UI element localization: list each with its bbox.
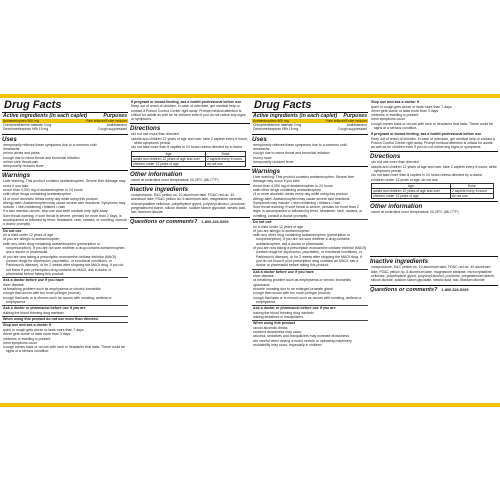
dose-cell: adults and children 12 years of age and over bbox=[132, 156, 206, 161]
ask-doctor-item: • liver disease bbox=[252, 274, 368, 278]
stop-use-item: • cough comes back or occurs with rash or headache that lasts. These could be signs of a serious condition. bbox=[370, 122, 498, 131]
keep-out-warning: Keep out of reach of children. In case of overdose, get medical help or contact a Poison Control Center right away. Prompt medical attention is critical for adults as well as for children even if you do not notice any signs or symptoms. bbox=[131, 104, 246, 122]
liver-warning: Liver warning: This product contains acetaminophen. Severe liver damage may occur if you take bbox=[3, 179, 126, 188]
bottom-background bbox=[0, 407, 500, 500]
questions-line: Questions or comments? 1-800-326-5209 bbox=[370, 285, 498, 294]
ingredient-row: Acetaminophen 500 mg Pain reliever/Fever reducer bbox=[253, 119, 367, 123]
directions-header: Directions bbox=[130, 123, 250, 132]
dose-header-age: Age bbox=[372, 183, 451, 188]
ask-doctor-item: • cough that occurs with too much phlegm (mucus) bbox=[252, 291, 368, 295]
directions-header: Directions bbox=[370, 151, 498, 160]
ask-doctor-header: Ask a doctor before use if you have bbox=[252, 269, 368, 275]
uses-item: • minor sore throat pain bbox=[2, 160, 128, 164]
stop-use-item: • fever gets worse or lasts more than 3 days bbox=[370, 109, 498, 113]
other-info-item: • store at controlled room temperature 20-25°C (68-77°F) bbox=[370, 210, 498, 214]
uses-intro: • temporarily relieves these symptoms due to a common cold: bbox=[252, 143, 368, 147]
do-not-use-header: Do not use bbox=[2, 228, 128, 234]
directions-item: • do not use more than directed bbox=[130, 132, 250, 136]
inactive-ingredients: crospovidone, D&C yellow no. 10 aluminum lake, FD&C red no. 40 aluminum lake, FD&C yellow no. 6 aluminum lake, magnesium stearate, microcrystalline cellulose, polyethylene glycol, polyvinyl alcohol, povidone, pregelatinized starch, silicon dioxide, sodium starch glycolate, stearic acid, talc, titanium dioxide bbox=[131, 192, 247, 215]
stop-use-item: • redness or swelling is present bbox=[370, 113, 498, 117]
do-not-use-item: • if you are now taking a prescription monoamine oxidase inhibitor (MAOI) (certain drugs for depression, psychiatric, or emotional conditions, or Parkinson's disease), or for 2 weeks after stopping the MAOI drug. If you do not know if your prescription drug contains an MAOI, ask a doctor or pharmacist before taking this product. bbox=[2, 255, 128, 276]
dose-header-dose: Dose bbox=[205, 151, 245, 156]
pregnant-warning: If pregnant or breast-feeding, ask a health professional before use. bbox=[371, 132, 483, 137]
stop-use-item: • pain or cough gets worse or lasts more than 7 days bbox=[2, 328, 128, 332]
stop-use-item: • cough comes back or occurs with rash or headache that lasts. These could be signs of a serious condition. bbox=[2, 345, 128, 354]
liver-warning: Liver warning: This product contains acetaminophen. Severe liver damage may occur if you take bbox=[253, 175, 355, 184]
dose-cell: do not use bbox=[205, 161, 245, 166]
ask-pharmacist-item: • taking the blood thinning drug warfarin bbox=[2, 311, 128, 315]
drug-facts-title-2: Drug Facts bbox=[252, 98, 368, 113]
stop-use-header: Stop use and ask a doctor if bbox=[2, 322, 128, 328]
ask-doctor-item: • cough that lasts or is chronic such as occurs with smoking, asthma or emphysema bbox=[252, 296, 368, 305]
inactive-header: Inactive ingredients bbox=[130, 184, 250, 193]
when-using-header: When using this product bbox=[252, 320, 368, 326]
ingredient-row: Chlorpheniramine maleate 2 mg Antihistamine bbox=[3, 123, 127, 128]
warnings-header: Warnings bbox=[2, 170, 128, 179]
dose-table bbox=[371, 183, 494, 199]
do-not-use-item: • with any other drug containing acetaminophen (prescription or nonprescription). If you are not sure whether a drug contains acetaminophen, ask a doctor or pharmacist. bbox=[2, 242, 128, 255]
ask-doctor-item: • glaucoma bbox=[252, 283, 368, 287]
uses-item: • temporarily reduces fever bbox=[252, 160, 368, 164]
panel-gap bbox=[370, 214, 498, 254]
other-info-header: Other information bbox=[370, 201, 498, 210]
ingredient-row: Dextromethorphan HBr 15 mg Cough suppressant bbox=[253, 127, 367, 132]
other-info-item: • store at controlled room temperature 20-25°C (68-77°F) bbox=[130, 178, 250, 182]
phone-number: 1-800-326-5209 bbox=[201, 220, 229, 225]
panel-4 bbox=[370, 98, 498, 403]
liver-item: • more than 4,000 mg of acetaminophen in 24 hours bbox=[252, 184, 368, 188]
top-background bbox=[0, 0, 500, 94]
stop-use-item: • new symptoms occur bbox=[2, 341, 128, 345]
active-ingredients-header-2: Active ingredients (in each caplet) Purposes bbox=[253, 113, 367, 119]
dose-cell: children under 12 years of age bbox=[372, 193, 451, 198]
uses-item: • cough due to minor throat and bronchial irritation bbox=[2, 156, 128, 160]
allergy-alert: Allergy alert: Acetaminophen may cause severe skin reactions. Symptoms may include: • skin reddening • blisters • rash bbox=[253, 196, 351, 205]
inactive-ingredients: crospovidone, D&C yellow no. 10 aluminum lake, FD&C red no. 40 aluminum lake, FD&C yellow no. 6 aluminum lake, magnesium stearate, microcrystalline cellulose, polyethylene glycol, polyvinyl alcohol, povidone, pregelatinized starch, silicon dioxide, sodium starch glycolate, stearic acid, talc, titanium dioxide bbox=[371, 265, 495, 283]
when-using-short: When using this product do not use more than directed. bbox=[2, 316, 128, 322]
do-not-use-header: Do not use bbox=[252, 219, 368, 225]
stop-use-header: Stop use and ask a doctor if bbox=[371, 100, 419, 104]
liver-item: • 3 or more alcoholic drinks every day while using this product bbox=[252, 192, 368, 196]
directions-item: • children under 12 years of age: do not use bbox=[370, 178, 498, 182]
dose-cell: 2 caplets every 6 hours bbox=[450, 188, 493, 193]
uses-item: • runny nose bbox=[252, 156, 368, 160]
directions-item: • adults and children 12 years of age and over: take 2 caplets every 6 hours, while symptoms persist bbox=[130, 137, 250, 146]
inactive-header: Inactive ingredients bbox=[370, 256, 498, 265]
ingredient-row: Acetaminophen 500 mg Pain reliever/Fever reducer bbox=[3, 119, 127, 123]
when-using-item: • be careful when driving a motor vehicle or operating machinery bbox=[252, 339, 368, 343]
do-not-use-item: • in a child under 12 years of age bbox=[252, 225, 368, 229]
uses-item: • minor aches and pains bbox=[2, 151, 128, 155]
ask-doctor-item: • cough that occurs with too much phlegm (mucus) bbox=[2, 291, 128, 295]
dose-header-dose: Dose bbox=[450, 183, 493, 188]
do-not-use-item: • if you are now taking a prescription monoamine oxidase inhibitor (MAOI) (certain drugs for depression, psychiatric, or emotional conditions, or Parkinson's disease), or for 2 weeks after stopping the MAOI drug. If you do not know if your prescription drug contains an MAOI, ask a doctor or pharmacist before taking this product. bbox=[252, 246, 368, 267]
active-ingredients-header: Active ingredients (in each caplet) Purposes bbox=[3, 113, 127, 119]
when-using-item: • excitability may occur, especially in children bbox=[252, 343, 368, 347]
panel-2 bbox=[130, 98, 250, 403]
stop-use-item: • pain or cough gets worse or lasts more than 7 days bbox=[370, 105, 498, 109]
do-not-use-item: • in a child under 12 years of age bbox=[2, 233, 128, 237]
pregnant-warning: If pregnant or breast-feeding, ask a health professional before use. bbox=[131, 100, 243, 104]
ingredient-row: Chlorpheniramine maleate 2 mg Antihistamine bbox=[253, 123, 367, 128]
ask-doctor-item: • a breathing problem such as emphysema or chronic bronchitis bbox=[2, 287, 128, 291]
directions-item: • do not take more than 8 caplets in 24 hours unless directed by a doctor bbox=[130, 145, 250, 149]
liver-item: • more than 4,000 mg of acetaminophen in 24 hours bbox=[2, 188, 128, 192]
stop-use-item: • new symptoms occur bbox=[370, 117, 498, 121]
uses-item: • headache bbox=[2, 147, 128, 151]
do-not-use-item: • with any other drug containing acetaminophen (prescription or nonprescription). If you are not sure whether a drug contains acetaminophen, ask a doctor or pharmacist. bbox=[252, 233, 368, 246]
ask-doctor-item: • a breathing problem such as emphysema or chronic bronchitis bbox=[252, 278, 368, 282]
ask-pharmacist-header: Ask a doctor or pharmacist before use if you are bbox=[252, 305, 368, 311]
dose-header-age: Age bbox=[132, 151, 206, 156]
dose-cell: do not use bbox=[450, 193, 493, 198]
ask-doctor-item: • liver disease bbox=[2, 283, 128, 287]
uses-intro: • temporarily relieves these symptoms due to a common cold: bbox=[2, 143, 128, 147]
liver-item: • with other drugs containing acetaminophen bbox=[252, 188, 368, 192]
stop-use-item: • fever gets worse or lasts more than 3 days bbox=[2, 332, 128, 336]
uses-item: • headache bbox=[252, 147, 368, 151]
dose-table bbox=[131, 151, 246, 167]
panel-3 bbox=[252, 98, 368, 403]
panel-1 bbox=[2, 98, 128, 403]
liver-item: • 3 or more alcoholic drinks every day while using this product bbox=[2, 197, 128, 201]
dose-cell: children under 12 years of age bbox=[132, 161, 206, 166]
allergy-alert: Allergy alert: Acetaminophen may cause severe skin reactions. Symptoms may include: • skin reddening • blisters • rash bbox=[3, 200, 126, 210]
ask-pharmacist-item: • taking sedatives or tranquilizers bbox=[252, 315, 368, 319]
keep-out-warning: Keep out of reach of children. In case of overdose, get medical help or contact a Poison Control Center right away. Prompt medical attention is critical for adults as well as for children even if you do not notice any signs or symptoms. bbox=[371, 136, 495, 150]
directions-item: • adults and children 12 years of age and over: take 2 caplets every 6 hours, while symptoms persist bbox=[370, 165, 498, 174]
uses-item: • temporarily reduces fever bbox=[2, 164, 128, 168]
ask-pharmacist-item: • taking the blood thinning drug warfarin bbox=[252, 311, 368, 315]
allergy-tail: If a skin reaction occurs, stop use and seek medical help right away. bbox=[3, 209, 109, 214]
when-using-item: • avoid alcoholic drinks bbox=[252, 326, 368, 330]
dose-cell: adults and children 12 years of age and over bbox=[372, 188, 451, 193]
directions-item: • do not take more than 8 caplets in 24 hours unless directed by a doctor bbox=[370, 173, 498, 177]
directions-item: • do not use more than directed bbox=[370, 160, 498, 164]
dose-cell: 2 caplets every 6 hours bbox=[205, 156, 245, 161]
when-using-item: • marked drowsiness may occur bbox=[252, 330, 368, 334]
warnings-header-2: Warnings bbox=[252, 166, 368, 175]
do-not-use-item: • if you are allergic to acetaminophen bbox=[252, 229, 368, 233]
phone-number: 1-800-326-5209 bbox=[441, 288, 469, 293]
uses-item: • cough due to minor throat and bronchial irritation bbox=[252, 151, 368, 155]
other-info-header: Other information bbox=[130, 169, 250, 178]
ask-doctor-item: • cough that lasts or is chronic such as occurs with smoking, asthma or emphysema bbox=[2, 296, 128, 305]
liver-item: • with other drugs containing acetaminophen bbox=[2, 192, 128, 196]
sore-throat-warning: Sore throat warning: If sore throat is severe, persists for more than 2 days, is accompanied or followed by fever, headache, rash, nausea, or vomiting, consult a doctor promptly. bbox=[3, 213, 127, 227]
uses-header: Uses bbox=[2, 134, 128, 143]
do-not-use-item: • if you are allergic to acetaminophen bbox=[2, 237, 128, 241]
questions-line: Questions or comments? 1-800-326-5209 bbox=[130, 217, 250, 226]
uses-header-2: Uses bbox=[252, 134, 368, 143]
ask-pharmacist-header: Ask a doctor or pharmacist before use if you are bbox=[2, 305, 128, 311]
stop-use-item: • redness or swelling is present bbox=[2, 337, 128, 341]
sore-throat-warning: Sore throat warning: If sore throat is severe, persists for more than 2 days, is accompanied or followed by fever, headache, rash, nausea, or vomiting, consult a doctor promptly. bbox=[253, 205, 363, 218]
drug-facts-title: Drug Facts bbox=[2, 98, 128, 113]
ingredient-row: Dextromethorphan HBr 15 mg Cough suppressant bbox=[3, 127, 127, 132]
ask-doctor-header: Ask a doctor before use if you have bbox=[2, 277, 128, 283]
ask-doctor-item: • trouble urinating due to an enlarged prostate gland bbox=[252, 287, 368, 291]
when-using-item: • alcohol, sedatives and tranquilizers may increase drowsiness bbox=[252, 334, 368, 338]
